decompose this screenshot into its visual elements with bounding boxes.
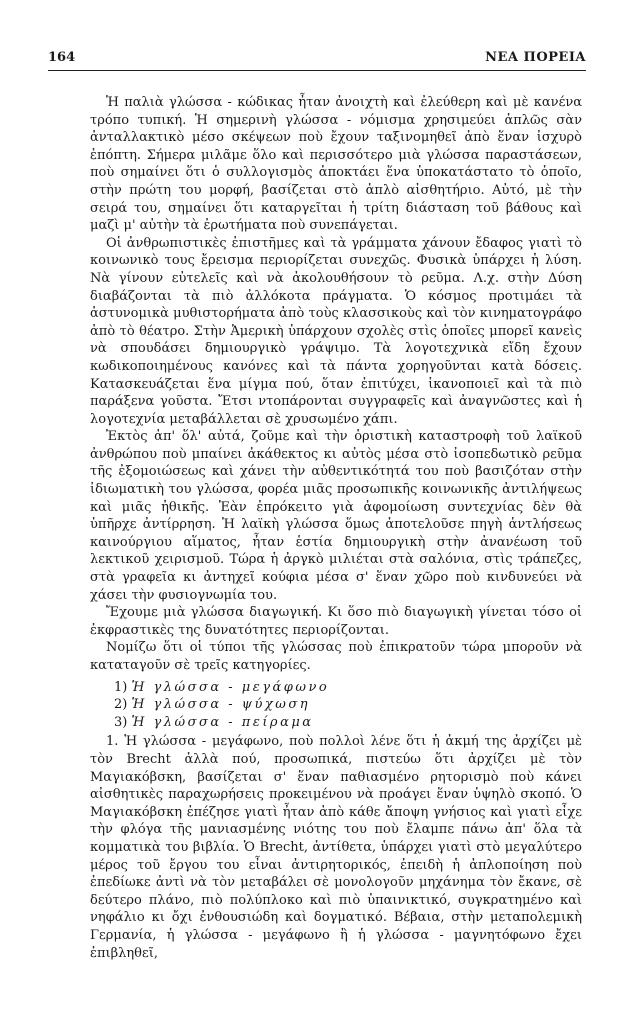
list-text: Ἡ γλώσσα - μεγάφωνο [131, 679, 330, 695]
paragraph: Ἔχουμε μιὰ γλώσσα διαγωγική. Κι ὅσο πιὸ διαγωγικὴ γίνεται τόσο οἱ ἐκφραστικὲς της δυνατότητες περιορίζονται. [90, 605, 582, 638]
list-number: 1) [114, 679, 128, 695]
paragraph: Οἱ ἀνθρωπιστικὲς ἐπιστῆμες καὶ τὰ γράμματα χάνουν ἔδαφος γιατὶ τὸ κοινωνικὸ τους ἔρεισμα περιορίζεται συνεχῶς. Φυσικὰ ὑπάρχει ἡ λύση. Νὰ γίνουν εὐτελεῖς καὶ νὰ ἀκολουθήσουν τὸ ρεῦμα. Λ.χ. στὴν Δύση διαβάζονται τὰ πιὸ ἀλλόκοτα πράγματα. Ὁ κόσμος προτιμάει τὰ ἀστυνομικὰ μυθιστορήματα ἀπὸ τοὺς κλασσικοὺς καὶ τὸν κινηματογράφο ἀπὸ τὸ θέατρο. Στὴν Ἀμερικὴ ὑπάρχουν σχολὲς στὶς ὁποῖες μπορεῖ κανεὶς νὰ σπουδάσει δημιουργικὸ γράψιμο. Τὰ λογοτεχνικὰ εἴδη ἔχουν κωδικοποιημένους κανόνες καὶ τὰ πάντα χορηγοῦνται κατὰ δόσεις. Κατασκευάζεται ἕνα μίγμα πού, ὅταν ἐπιτύχει, ἱκανοποιεῖ καὶ τὰ πιὸ παράξενα γοῦστα. Ἔτσι ντοπάρονται συγγραφεῖς καὶ ἀναγνῶστες καὶ ἡ λογοτεχνία μεταβάλλεται σὲ χρυσωμένο χάπι. [90, 235, 582, 427]
list-item [90, 679, 582, 697]
body-text [90, 94, 582, 962]
list-text: Ἡ γλώσσα - ψύχωση [131, 697, 311, 713]
paragraph: Ἐκτὸς ἀπ' ὅλ' αὐτά, ζοῦμε καὶ τὴν ὁριστικὴ καταστροφὴ τοῦ λαϊκοῦ ἀνθρώπου ποὺ μπαίνει ἀκάθεκτος κι αὐτὸς μέσα στὸ ἰσοπεδωτικὸ ρεῦμα τῆς ἐξομοιώσεως καὶ χάνει τὴν αὐθεντικότητά του ποὺ βασιζόταν στὴν ἰδιωματικὴ του γλώσσα, φορέα μιᾶς προσωπικῆς κοινωνικῆς ἀντιλήψεως καὶ μιᾶς ἠθικῆς. Ἐὰν ἐπρόκειτο γιὰ ἀφομοίωση συντεχνίας δὲν θὰ ὑπῆρχε ἀντίρρηση. Ἡ λαϊκὴ γλώσσα ὅμως ἀποτελοῦσε πηγὴ ἀντλήσεως καινούργιου αἵματος, ἦταν ἑστία δημιουργικὴ στὴν ἀνανέωση τοῦ λεκτικοῦ χειρισμοῦ. Τώρα ἡ ἀργκὸ μιλιέται στὰ σαλόνια, στὶς τράπεζες, στὰ γραφεῖα κι ἀντηχεῖ κούφια μέσα σ' ἕναν χῶρο ποὺ κινδυνεύει νὰ χάσει τὴν φυσιογνωμία του. [90, 429, 582, 603]
list-item [90, 696, 582, 714]
list-number: 2) [114, 697, 128, 713]
running-title: ΝΕΑ ΠΟΡΕΙΑ [485, 50, 586, 65]
list-number: 3) [114, 714, 128, 730]
page-header [48, 50, 586, 70]
page-number: 164 [48, 50, 76, 65]
list-text: Ἡ γλώσσα - πείραμα [131, 714, 314, 730]
category-list [90, 679, 582, 732]
paragraph: Νομίζω ὅτι οἱ τύποι τῆς γλώσσας ποὺ ἐπικρατοῦν τώρα μποροῦν νὰ καταταγοῦν σὲ τρεῖς κατηγορίες. [90, 640, 582, 673]
paragraph: Ἡ παλιὰ γλώσσα - κώδικας ἦταν ἀνοιχτὴ καὶ ἐλεύθερη καὶ μὲ κανένα τρόπο τυπική. Ἡ σημερινὴ γλώσσα - νόμισμα χρησιμεύει ἁπλῶς σὰν ἀνταλλακτικὸ μέσο σκέψεων ποὺ ἔχουν ταξινομηθεῖ ἀπὸ ἕναν ἰσχυρὸ ἐπόπτη. Σήμερα μιλᾶμε ὅλο καὶ περισσότερο μιὰ γλώσσα παραστάσεων, ποὺ σημαίνει ὅτι ὁ συλλογισμὸς ἀποκτάει ἕνα ὑποκατάστατο τὸ ὁποῖο, στὴν πρώτη του μορφή, βασίζεται στὸ ἁπλὸ αἰσθητήριο. Αὐτό, μὲ τὴν σειρά του, σημαίνει ὅτι καταργεῖται ἡ τρίτη διάσταση τοῦ βάθους καὶ μαζὶ μ' αὐτὴν τὰ ἐρωτήματα ποὺ συνεπάγεται. [90, 95, 582, 234]
header-rule [48, 70, 586, 71]
paragraph: 1. Ἡ γλώσσα - μεγάφωνο, ποὺ πολλοὶ λένε ὅτι ἡ ἀκμή της ἀρχίζει μὲ τὸν Brecht ἀλλὰ πού, προσωπικά, πιστεύω ὅτι ἀρχίζει μὲ τὸν Μαγιακόβσκη, βασίζεται σ' ἕναν παθιασμένο ρητορισμὸ ποὺ κάνει αἰσθητικὲς παραχωρήσεις προκειμένου νὰ προάγει ἕναν ὑψηλὸ σκοπό. Ὁ Μαγιακόβσκη ἐπέζησε γιατὶ ἦταν ἀπὸ κάθε ἄποψη γνήσιος καὶ γιατὶ εἶχε τὴν φλόγα τῆς μανιασμένης νιότης του ποὺ ἔλαμπε πάνω ἀπ' ὅλα τὰ κομματικὰ του βιβλία. Ὁ Brecht, ἀντίθετα, ὑπάρχει γιατὶ στὸ μεγαλύτερο μέρος τοῦ ἔργου του εἶναι ἀντιρητορικός, ἐπειδὴ ἡ ἀπλοποίηση ποὺ ἐπεδίωκε ἀντὶ νὰ τὸν μεταβάλει σὲ μονολογοῦν μηχάνημα τὸν ἔκανε, σὲ δεύτερο πλάνο, πιὸ πολύπλοκο καὶ πιὸ ὑπαινικτικό, συγκρατημένο καὶ νηφάλιο κι ὄχι ἐνθουσιώδη καὶ δογματικό. Βέβαια, στὴν μεταπολεμικὴ Γερμανία, ἡ γλώσσα - μεγάφωνο ἢ ἡ γλώσσα - μαγνητόφωνο ἔχει ἐπιβληθεῖ, [90, 734, 582, 961]
list-item [90, 714, 582, 732]
